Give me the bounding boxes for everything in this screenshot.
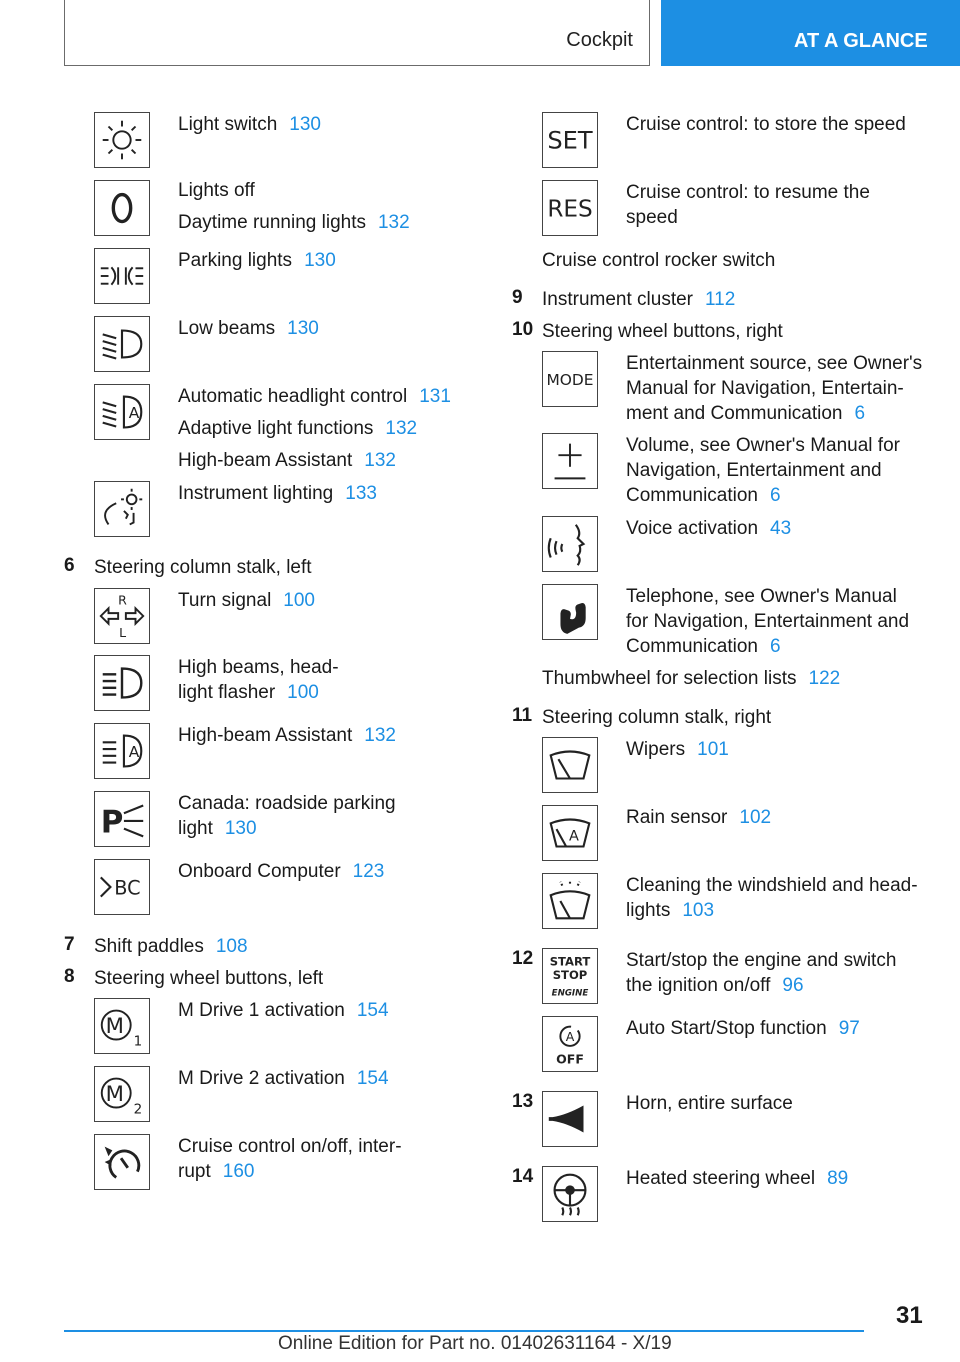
svg-text:R: R [118,592,127,608]
zero-icon [94,180,150,236]
instrument-lighting-label: Instrument lighting [178,483,334,504]
section-title: Cockpit [566,29,633,51]
item-label: Steering wheel buttons, right [542,321,783,342]
low-beam-icon [94,316,150,372]
start-stop-line2: the ignition on/off [626,975,771,996]
res-line1: Cruise control: to resume the [626,182,870,203]
svg-text:M: M [105,1013,124,1039]
item-label: Instrument cluster [542,289,693,310]
page-link[interactable]: 122 [808,668,841,689]
item-label: Steering column stalk, left [94,557,312,578]
item-number: 10 [512,319,534,340]
onboard-computer-label: Onboard Computer [178,861,341,882]
item-label: Steering column stalk, right [542,707,772,728]
edition-note: Online Edition for Part no. 01402631164 - X/19 [278,1333,672,1354]
turn-signal-label: Turn signal [178,590,272,611]
item-number: 11 [512,705,533,726]
cruise-onoff-line1: Cruise control on/off, inter- [178,1136,402,1157]
item-number: 8 [64,966,75,987]
onboard-computer-icon [94,859,150,915]
page-link[interactable]: 89 [827,1168,849,1189]
canada-line1: Canada: roadside parking [178,793,396,814]
page-link[interactable]: 96 [782,975,804,996]
page-link[interactable]: 154 [356,1000,389,1021]
thumbwheel-label: Thumbwheel for selection lists [542,668,797,689]
m-drive-1-icon [94,998,150,1054]
adaptive-label: Adaptive light functions [178,418,374,439]
light-switch-label: Light switch [178,114,278,135]
low-beams-label: Low beams [178,318,276,339]
res-icon [542,180,598,236]
stop-icon-text: STOP [552,967,588,982]
svg-text:2: 2 [133,1101,143,1118]
page-link[interactable]: 130 [287,318,319,339]
page-link[interactable]: 133 [345,483,377,504]
telephone-line1: Telephone, see Owner's Manual [626,586,897,607]
horn-label: Horn, entire surface [626,1093,793,1114]
cruise-onoff-line2: rupt [178,1161,211,1182]
wipers-label: Wipers [626,739,686,760]
item-number: 6 [64,555,75,576]
high-beams-line2: light flasher [178,682,276,703]
res-icon-text: RES [547,196,593,223]
item-label: Steering wheel buttons, left [94,968,324,989]
rain-sensor-icon [542,805,598,861]
page-link[interactable]: 160 [222,1161,255,1182]
item-label: Shift paddles [94,936,204,957]
svg-text:L: L [119,625,127,641]
voice-label: Voice activation [626,518,759,539]
parking-label: Parking lights [178,250,293,271]
header-box [64,0,650,66]
cruise-control-icon [94,1134,150,1190]
item-number: 13 [512,1091,534,1112]
mode-line2: Manual for Navigation, Entertain- [626,378,904,399]
auto-headlight-icon [94,384,150,440]
cleaning-line2: lights [626,900,671,921]
washer-icon [542,873,598,929]
set-icon [542,112,598,168]
light-switch-icon [94,112,150,168]
svg-text:BC: BC [114,876,141,900]
heated-wheel-label: Heated steering wheel [626,1168,816,1189]
voice-activation-icon [542,516,598,572]
chapter-tab: AT A GLANCE [661,0,960,66]
auto-icon-text: A [565,1029,575,1045]
svg-text:M: M [105,1081,124,1107]
svg-text:P: P [100,804,124,841]
page-link[interactable]: 130 [304,250,336,271]
high-beam-icon [94,655,150,711]
m-drive-2-label: M Drive 2 activation [178,1068,345,1089]
page-link[interactable]: 154 [356,1068,389,1089]
lights-off-label: Lights off [178,180,255,201]
page-link[interactable]: 130 [224,818,257,839]
rocker-label: Cruise control rocker switch [542,250,776,271]
start-stop-icon [542,948,598,1004]
hba-label: High-beam Assistant [178,725,353,746]
page-link[interactable]: 108 [215,936,248,957]
item-number: 14 [512,1166,534,1187]
page-link[interactable]: 112 [705,289,736,310]
hba-label: High-beam Assistant [178,450,353,471]
page-link[interactable]: 103 [682,900,715,921]
item-number: 12 [512,948,534,969]
instrument-lighting-icon [94,481,150,537]
page-link[interactable]: 123 [352,861,385,882]
mode-line1: Entertainment source, see Owner's [626,353,923,374]
svg-text:1: 1 [133,1033,143,1050]
svg-text:A: A [128,403,140,422]
page-link[interactable]: 6 [770,485,781,506]
page-link[interactable]: 132 [364,450,396,471]
volume-line3: Communication [626,485,758,506]
mode-icon-text: MODE [546,370,594,389]
telephone-line3: Communication [626,636,758,657]
mode-line3: ment and Communication [626,403,843,424]
volume-line2: Navigation, Entertainment and [626,460,882,481]
footer-divider [64,1330,864,1332]
page-link[interactable]: 6 [854,403,866,424]
volume-line1: Volume, see Owner's Manual for [626,435,900,456]
mode-icon [542,351,598,407]
page-link[interactable]: 101 [697,739,729,760]
m-drive-1-label: M Drive 1 activation [178,1000,345,1021]
set-icon-text: SET [547,126,593,155]
auto-start-stop-label: Auto Start/Stop function [626,1018,827,1039]
page-link[interactable]: 97 [838,1018,860,1039]
page-number: 31 [896,1302,923,1329]
page-link[interactable]: 130 [289,114,321,135]
roadside-parking-icon [94,791,150,847]
telephone-line2: for Navigation, Entertainment and [626,611,910,632]
turn-signal-icon [94,588,150,644]
page-link[interactable]: 100 [283,590,315,611]
daytime-label: Daytime running lights [178,212,366,233]
rain-sensor-label: Rain sensor [626,807,728,828]
heated-steering-wheel-icon [542,1166,598,1222]
start-icon-text: START [549,954,591,969]
canada-line2: light [178,818,213,839]
volume-plus-minus-icon [542,433,598,489]
wipers-icon [542,737,598,793]
set-label: Cruise control: to store the speed [626,114,906,135]
start-stop-line1: Start/stop the engine and switch [626,950,897,971]
off-icon-text: OFF [556,1051,584,1067]
page-link[interactable]: 6 [770,636,781,657]
item-number: 7 [64,934,75,955]
auto-start-stop-icon [542,1016,598,1072]
page-link[interactable]: 131 [419,386,451,407]
page-link[interactable]: 43 [770,518,792,539]
page-link[interactable]: 100 [287,682,319,703]
svg-text:A: A [569,828,579,845]
auto-headlight-label: Automatic headlight control [178,386,408,407]
high-beam-assistant-icon [94,723,150,779]
page-link[interactable]: 132 [364,725,396,746]
m-drive-2-icon [94,1066,150,1122]
item-number: 9 [512,287,523,308]
cleaning-line1: Cleaning the windshield and head- [626,875,918,896]
page-link[interactable]: 132 [377,212,410,233]
parking-lights-icon [94,248,150,304]
engine-icon-text: ENGINE [551,988,589,999]
res-line2: speed [626,207,678,228]
horn-icon [542,1091,598,1147]
high-beams-line1: High beams, head- [178,657,339,678]
page-link[interactable]: 132 [385,418,418,439]
telephone-icon [542,584,598,640]
page-link[interactable]: 102 [739,807,772,828]
svg-text:A: A [128,742,140,761]
